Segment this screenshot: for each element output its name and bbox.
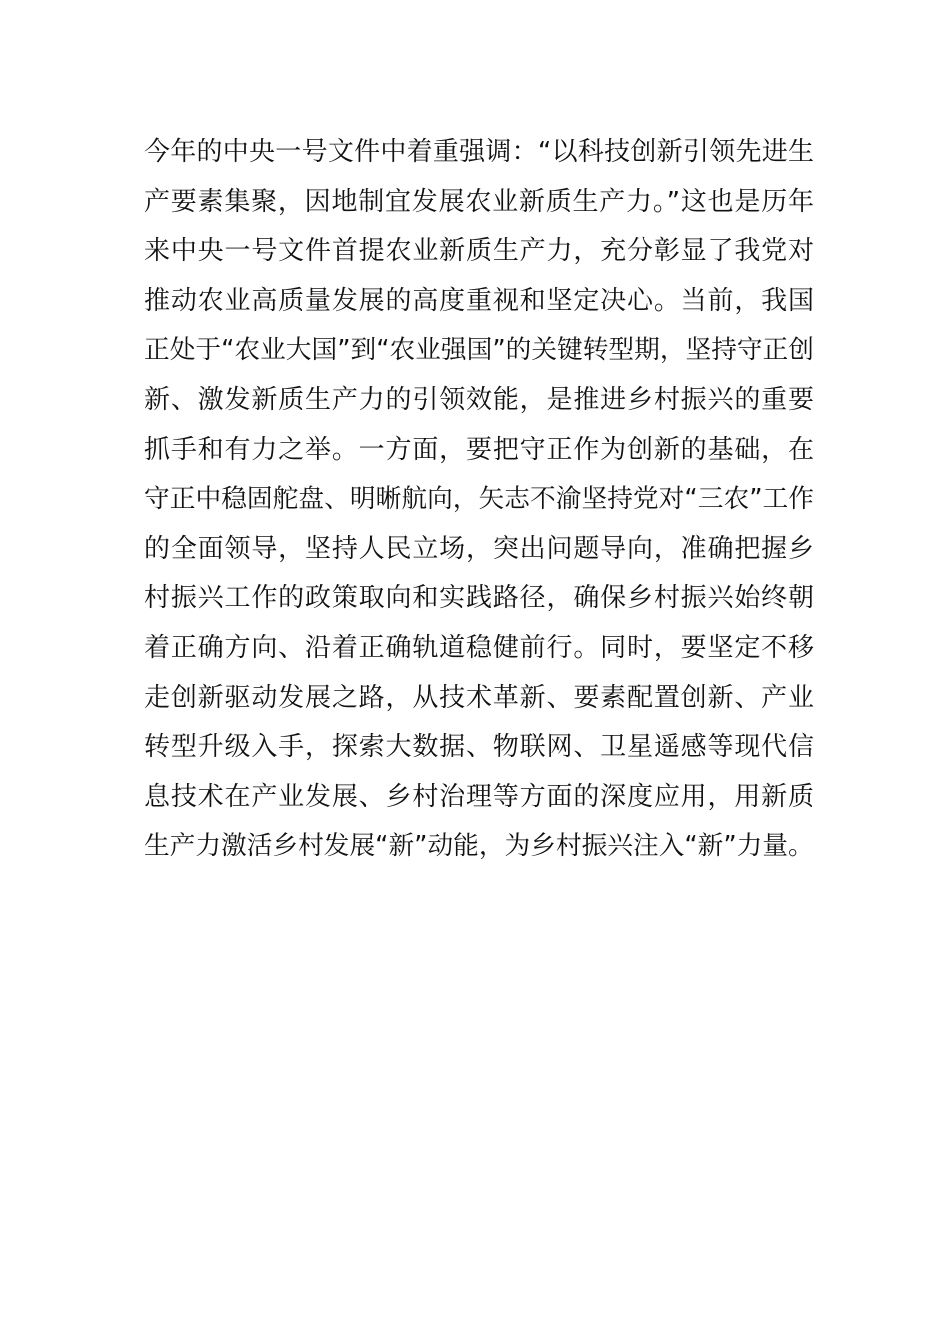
paragraph-line: 正处于“农业大国”到“农业强国”的关键转型期，坚持守正创	[144, 335, 814, 366]
body-paragraph	[144, 128, 814, 872]
paragraph-line: 村振兴工作的政策取向和实践路径，确保乡村振兴始终朝	[144, 583, 814, 614]
paragraph-line-last: 生产力激活乡村发展“新”动能，为乡村振兴注入“新”力量。	[144, 831, 814, 862]
paragraph-line: 走创新驱动发展之路，从技术革新、要素配置创新、产业	[144, 682, 814, 713]
paragraph-line: 推动农业高质量发展的高度重视和坚定决心。当前，我国	[144, 285, 814, 316]
paragraph-line: 来中央一号文件首提农业新质生产力，充分彰显了我党对	[144, 236, 814, 267]
paragraph-line: 着正确方向、沿着正确轨道稳健前行。同时，要坚定不移	[144, 632, 814, 663]
paragraph-line: 新、激发新质生产力的引领效能，是推进乡村振兴的重要	[144, 384, 814, 415]
paragraph-line: 产要素集聚，因地制宜发展农业新质生产力。”这也是历年	[144, 186, 814, 217]
paragraph-line: 息技术在产业发展、乡村治理等方面的深度应用，用新质	[144, 781, 814, 812]
paragraph-line: 的全面领导，坚持人民立场，突出问题导向，准确把握乡	[144, 533, 814, 564]
paragraph-line: 抓手和有力之举。一方面，要把守正作为创新的基础，在	[144, 434, 814, 465]
paragraph-line: 转型升级入手，探索大数据、物联网、卫星遥感等现代信	[144, 732, 814, 763]
paragraph-line: 今年的中央一号文件中着重强调：“以科技创新引领先进生	[144, 137, 814, 167]
paragraph-line: 守正中稳固舵盘、明晰航向，矢志不渝坚持党对“三农”工作	[144, 484, 814, 515]
